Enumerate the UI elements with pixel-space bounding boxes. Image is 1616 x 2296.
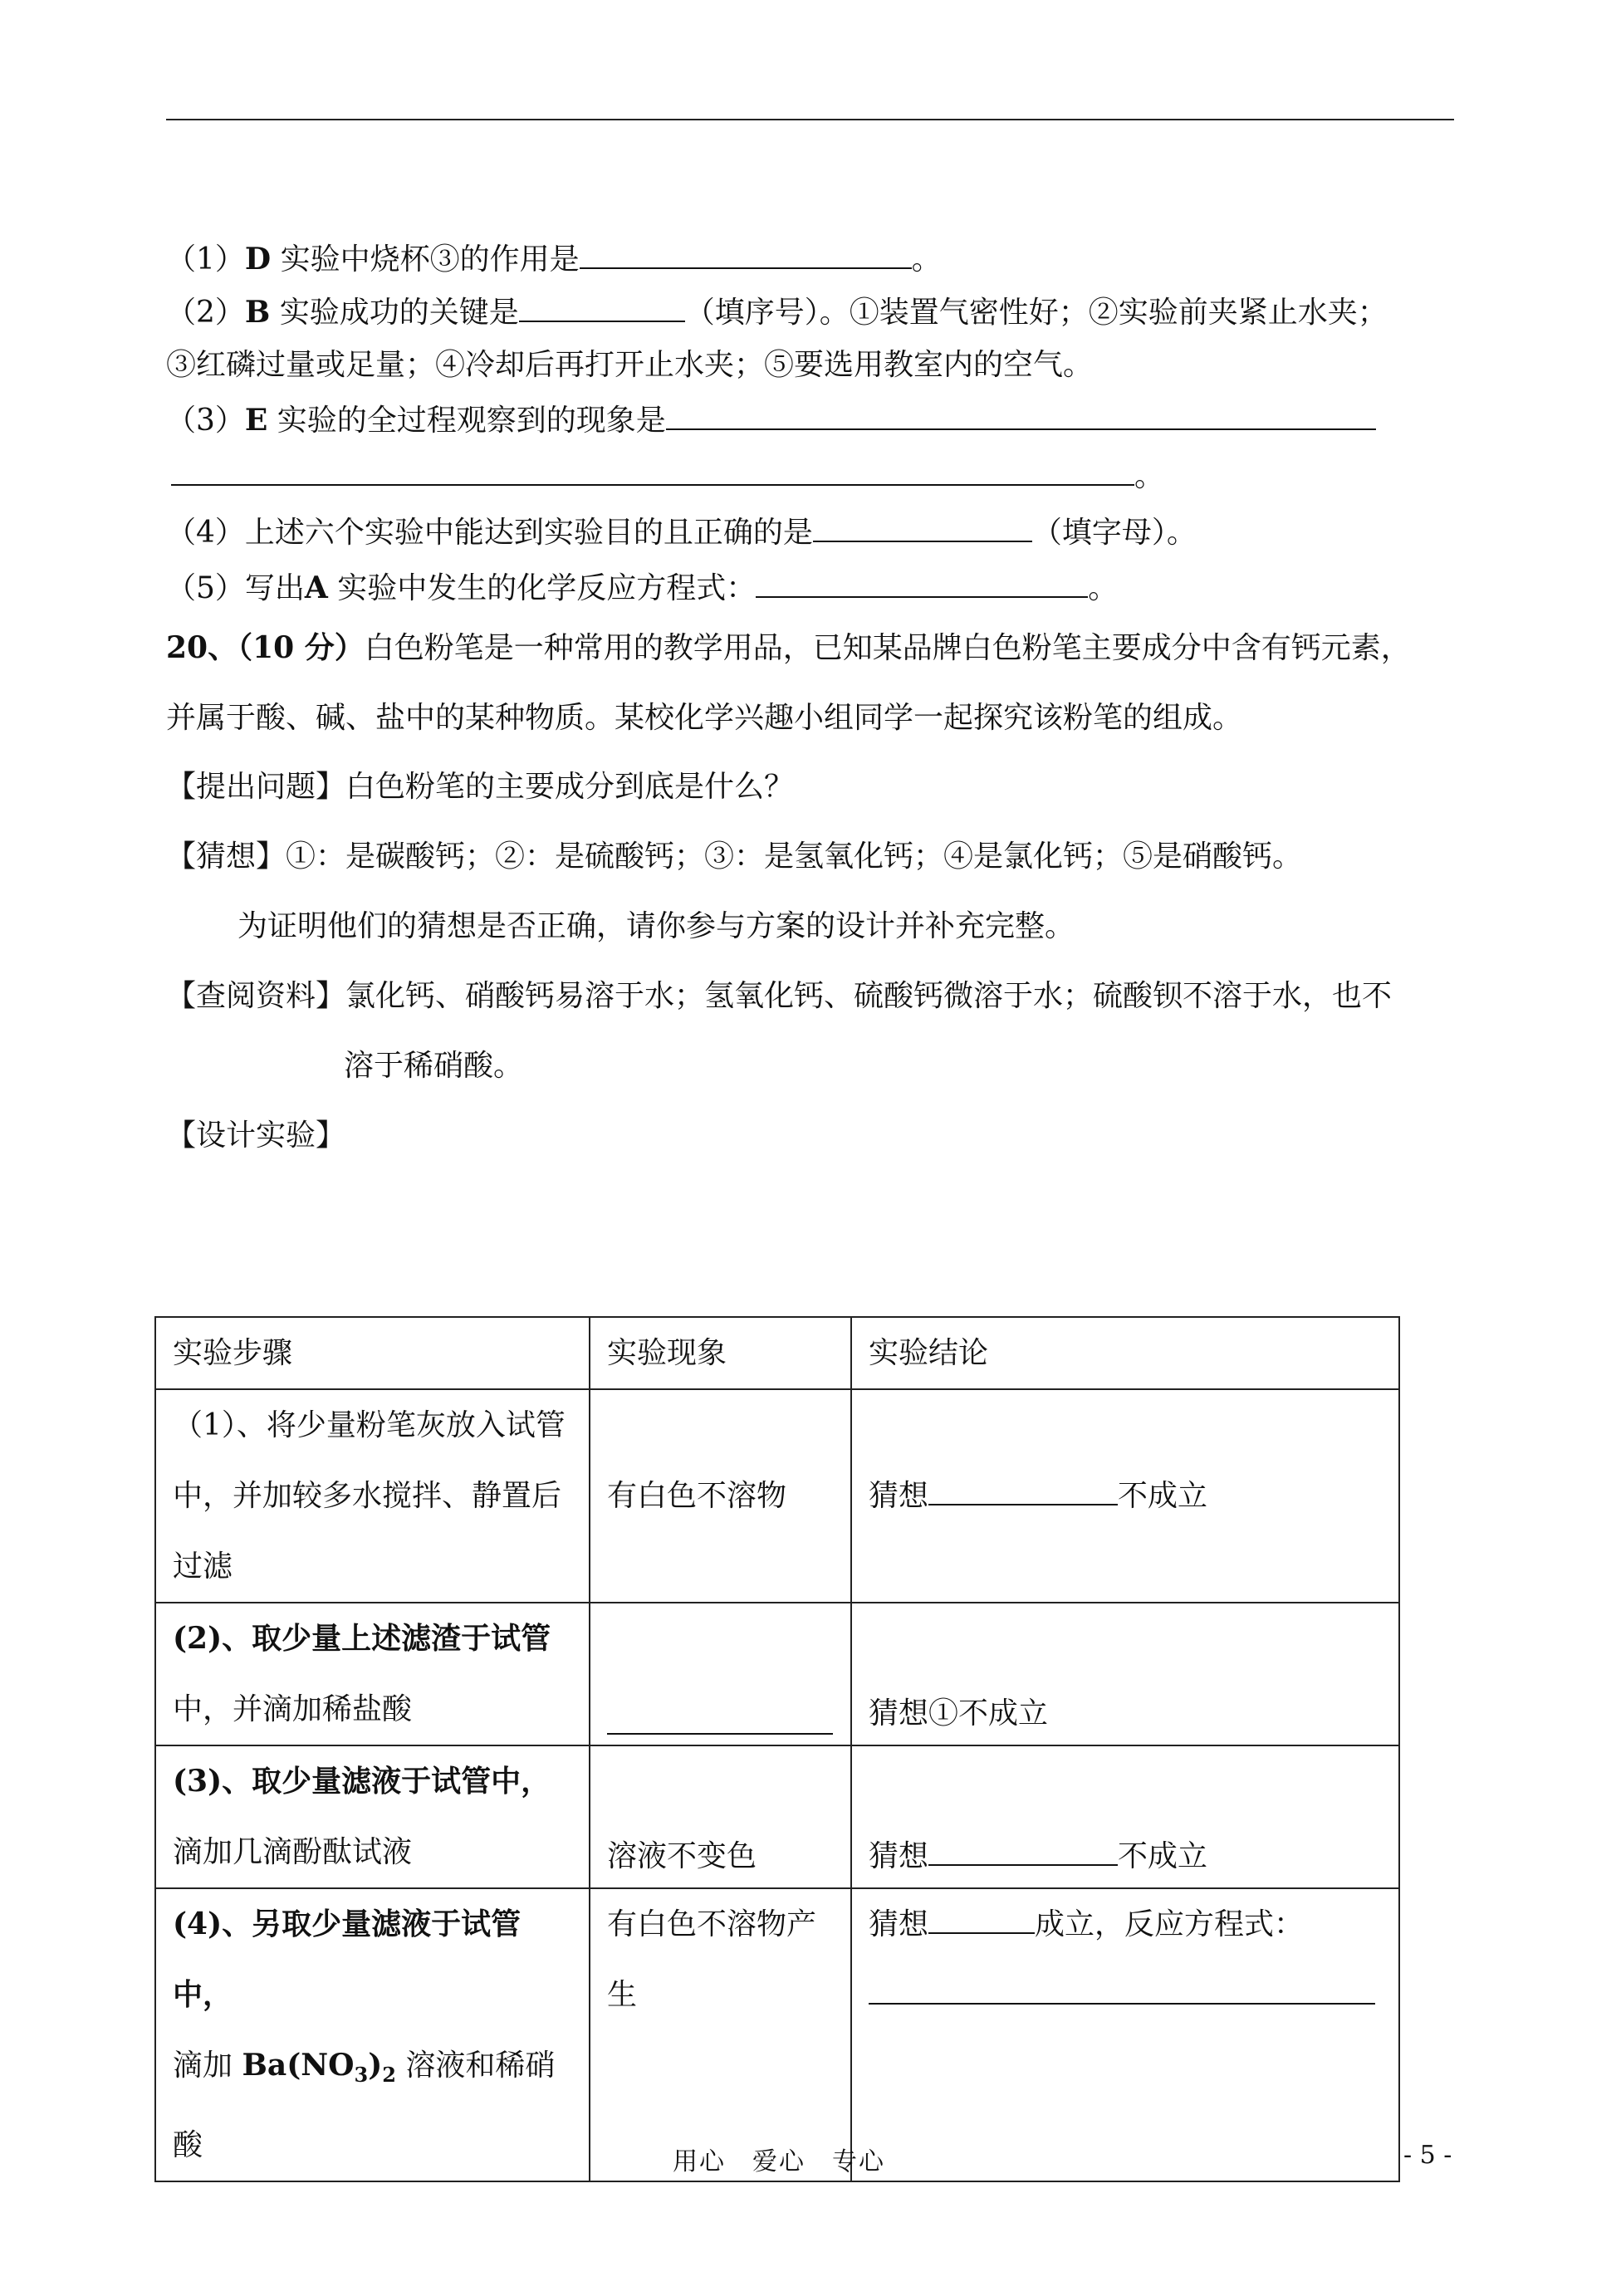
conclusion-3: 猜想 不成立: [851, 1745, 1399, 1888]
phenomenon-1: 有白色不溶物: [590, 1389, 851, 1603]
phenomenon-3: 溶液不变色: [590, 1745, 851, 1888]
phenomenon-4: 有白色不溶物产 生: [590, 1888, 851, 2181]
question-20-material-2: 溶于稀硝酸。: [344, 1049, 524, 1083]
answer-blank-t2[interactable]: [607, 1705, 833, 1735]
answer-blank-4[interactable]: [813, 512, 1032, 542]
table-row: [155, 1389, 1399, 1603]
step-2: (2)、取少量上述滤渣于试管 中，并滴加稀盐酸: [155, 1603, 590, 1745]
header-rule: [166, 119, 1454, 120]
table-header-row: [155, 1317, 1399, 1389]
conclusion-1: 猜想 不成立: [851, 1389, 1399, 1603]
conclusion-2: 猜想①不成立: [851, 1603, 1399, 1745]
step-3: (3)、取少量滤液于试管中， 滴加几滴酚酞试液: [155, 1745, 590, 1888]
question-3-line-2: 。: [171, 452, 1164, 502]
header-step: 实验步骤: [155, 1317, 590, 1389]
table-row: [155, 1603, 1399, 1745]
header-phenomenon: 实验现象: [590, 1317, 851, 1389]
question-20-material: 【查阅资料】氯化钙、硝酸钙易溶于水；氢氧化钙、硫酸钙微溶于水；硫酸钡不溶于水，也不: [166, 979, 1393, 1013]
answer-blank-3b[interactable]: [171, 456, 1134, 486]
answer-blank-5[interactable]: [756, 568, 1088, 598]
question-1: （1）D 实验中烧杯③的作用是 。: [166, 234, 942, 285]
answer-blank-3a[interactable]: [666, 400, 1376, 430]
answer-blank-t1[interactable]: [928, 1476, 1118, 1505]
table-row: [155, 1745, 1399, 1888]
phenomenon-2: [590, 1603, 851, 1745]
answer-blank-1[interactable]: [580, 239, 912, 269]
question-20-design: 【设计实验】: [166, 1119, 346, 1153]
step-4: (4)、另取少量滤液于试管中， 滴加 $Ba(NO_3)_2$ 溶液和稀硝 酸: [155, 1888, 590, 2181]
table-row: [155, 1888, 1399, 2181]
answer-blank-t4b[interactable]: [869, 1975, 1375, 2005]
experiment-table: [154, 1316, 1400, 2182]
question-4: （4）上述六个实验中能达到实验目的且正确的是 （填字母）。: [166, 508, 1197, 558]
question-20-prove: 为证明他们的猜想是否正确，请你参与方案的设计并补充完整。: [238, 909, 1075, 943]
question-20-guess: 【猜想】①：是碳酸钙；②：是硫酸钙；③：是氢氧化钙；④是氯化钙；⑤是硝酸钙。: [166, 840, 1303, 874]
answer-blank-t4a[interactable]: [928, 1904, 1035, 1934]
question-20-intro: 20、（10 分）白色粉笔是一种常用的教学用品，已知某品牌白色粉笔主要成分中含有钙元素，: [166, 630, 1411, 665]
question-5: （5）写出A 实验中发生的化学反应方程式： 。: [166, 563, 1118, 614]
question-3: （3）E 实验的全过程观察到的现象是: [166, 395, 1376, 446]
answer-blank-2[interactable]: [519, 292, 685, 322]
page-number: - 5 -: [1403, 2141, 1452, 2170]
conclusion-4: 猜想 成立，反应方程式：: [851, 1888, 1399, 2181]
header-conclusion: 实验结论: [851, 1317, 1399, 1389]
question-20-question: 【提出问题】白色粉笔的主要成分到底是什么？: [166, 770, 795, 804]
answer-blank-t3[interactable]: [928, 1836, 1118, 1866]
step-1: （1）、将少量粉笔灰放入试管 中，并加较多水搅拌、静置后 过滤: [155, 1389, 590, 1603]
question-20-intro-2: 并属于酸、碱、盐中的某种物质。某校化学兴趣小组同学一起探究该粉笔的组成。: [166, 701, 1243, 735]
footer-motto: 用心 爱心 专心: [673, 2147, 885, 2176]
question-2: （2）B 实验成功的关键是 （填序号）。①装置气密性好；②实验前夹紧止水夹；: [166, 287, 1388, 338]
question-2-line-2: ③红磷过量或足量；④冷却后再打开止水夹；⑤要选用教室内的空气。: [166, 348, 1094, 382]
